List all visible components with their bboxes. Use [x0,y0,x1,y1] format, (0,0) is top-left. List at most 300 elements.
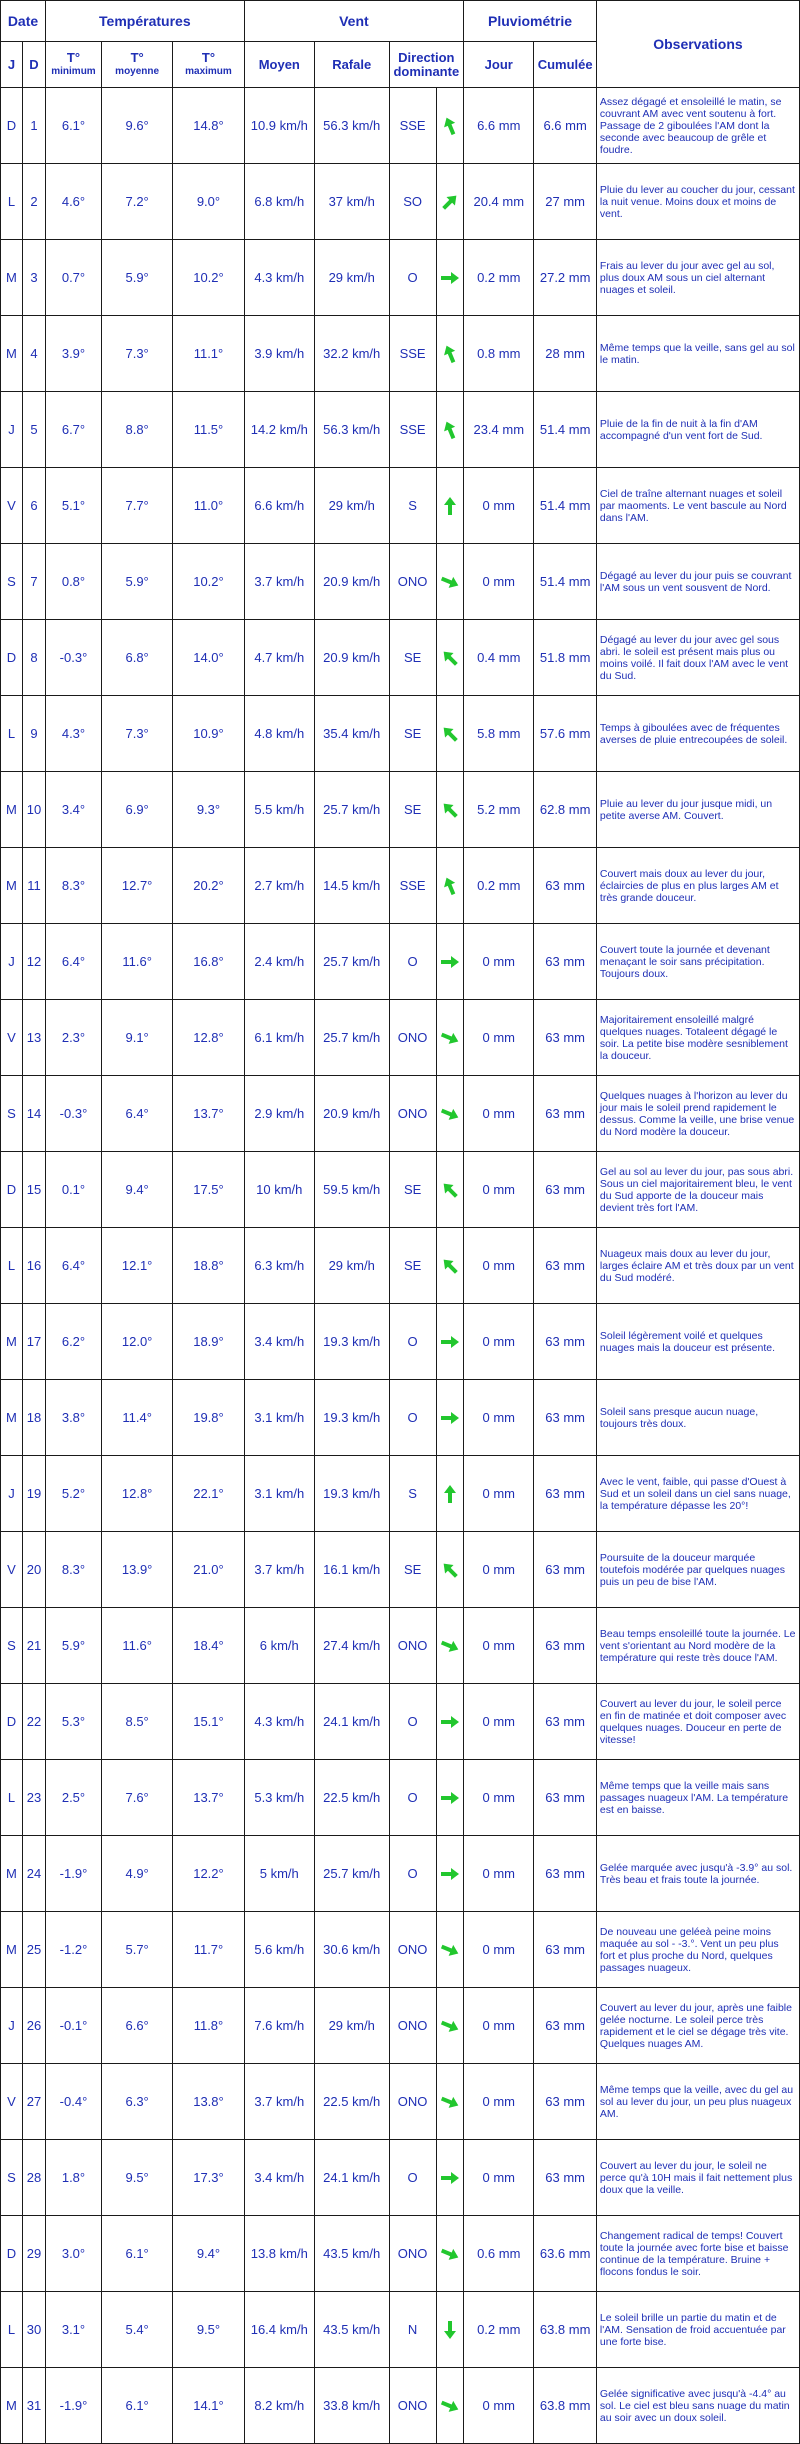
wind-direction: ONO [389,1912,436,1988]
observation: Soleil légèrement voilé et quelques nuages mais la douceur est présente. [596,1304,799,1380]
wind-arrow-cell [436,1152,463,1228]
wind-avg: 3.4 km/h [244,1304,314,1380]
wind-gust: 32.2 km/h [314,316,389,392]
temp-max: 9.5° [173,2292,244,2368]
day-number: 27 [22,2064,45,2140]
rain-day: 0 mm [464,544,534,620]
table-row [1,544,800,620]
day-letter: V [1,1000,23,1076]
wind-arrow-cell [436,1988,463,2064]
rain-cumul: 63 mm [534,1456,597,1532]
day-number: 22 [22,1684,45,1760]
wind-direction: O [389,1760,436,1836]
table-row [1,1228,800,1304]
wind-gust: 24.1 km/h [314,2140,389,2216]
temp-max: 19.8° [173,1380,244,1456]
wind-avg: 2.9 km/h [244,1076,314,1152]
rain-day: 0.4 mm [464,620,534,696]
wind-direction: SSE [389,848,436,924]
temp-max: 11.0° [173,468,244,544]
table-row [1,1304,800,1380]
temp-max: 21.0° [173,1532,244,1608]
wind-gust: 22.5 km/h [314,1760,389,1836]
day-letter: M [1,1912,23,1988]
tmoy-header [101,42,172,88]
temp-max: 10.2° [173,240,244,316]
observation: Majoritairement ensoleillé malgré quelques nuages. Totaleent dégagé le soir. La petite bise modère sesniblement la douceur. [596,1000,799,1076]
wind-arrow-cell [436,924,463,1000]
table-row [1,392,800,468]
wind-arrow-icon [439,1711,461,1733]
temp-min: -0.1° [46,1988,102,2064]
wind-gust: 33.8 km/h [314,2368,389,2444]
temp-min: 6.2° [46,1304,102,1380]
temp-max: 17.3° [173,2140,244,2216]
wind-avg: 2.4 km/h [244,924,314,1000]
wind-gust: 20.9 km/h [314,1076,389,1152]
wind-direction: O [389,2140,436,2216]
wind-avg: 5.6 km/h [244,1912,314,1988]
day-letter: M [1,1380,23,1456]
day-number: 29 [22,2216,45,2292]
observation: Même temps que la veille, avec du gel au sol au lever du jour, un peu plus nuageux AM. [596,2064,799,2140]
table-row [1,620,800,696]
rain-cumul: 63.6 mm [534,2216,597,2292]
day-number: 15 [22,1152,45,1228]
observation: Couvert mais doux au lever du jour, éclaircies de plus en plus larges AM et très grande douceur. [596,848,799,924]
wind-gust: 29 km/h [314,1988,389,2064]
wind-avg: 6.6 km/h [244,468,314,544]
day-letter: S [1,1076,23,1152]
observation: Dégagé au lever du jour avec gel sous abri. le soleil est présent mais plus ou moins voilé. Il fait doux l'AM avec le vent du Sud. [596,620,799,696]
wind-arrow-icon [439,2015,461,2037]
rain-cumul: 63 mm [534,1000,597,1076]
wind-avg: 13.8 km/h [244,2216,314,2292]
jour-header: Jour [464,42,534,88]
day-letter: J [1,1456,23,1532]
day-letter: D [1,1152,23,1228]
temp-avg: 9.1° [101,1000,172,1076]
wind-arrow-cell [436,1608,463,1684]
day-letter: M [1,1836,23,1912]
rain-cumul: 62.8 mm [534,772,597,848]
table-row [1,696,800,772]
wind-gust: 56.3 km/h [314,392,389,468]
rain-day: 5.8 mm [464,696,534,772]
tmoy-sublabel: moyenne [115,65,160,77]
day-number: 7 [22,544,45,620]
table-row [1,1684,800,1760]
rain-cumul: 63 mm [534,924,597,1000]
tmoy-label: T° [130,49,144,65]
tmax-sublabel: maximum [185,65,232,77]
wind-direction: ONO [389,1076,436,1152]
temp-max: 12.8° [173,1000,244,1076]
wind-direction: ONO [389,1608,436,1684]
observation: Dégagé au lever du jour puis se couvrant l'AM sous un vent sousvent de Nord. [596,544,799,620]
temp-max: 13.7° [173,1076,244,1152]
wind-arrow-cell [436,1456,463,1532]
rain-cumul: 6.6 mm [534,88,597,164]
rain-cumul: 63 mm [534,1912,597,1988]
day-number: 14 [22,1076,45,1152]
wind-arrow-icon [439,1027,461,1049]
wind-gust: 37 km/h [314,164,389,240]
temp-min: -1.9° [46,1836,102,1912]
temp-avg: 6.4° [101,1076,172,1152]
rain-day: 0 mm [464,1076,534,1152]
rain-day: 23.4 mm [464,392,534,468]
temp-avg: 12.8° [101,1456,172,1532]
tmin-label: T° [66,49,81,65]
wind-arrow-cell [436,164,463,240]
observation: De nouveau une geléeà peine moins maquée au sol - -3.°. Vent un peu plus fort et plus proche du Nord, quelques passages nuageux. [596,1912,799,1988]
wind-avg: 4.7 km/h [244,620,314,696]
temp-avg: 7.3° [101,696,172,772]
day-letter: D [1,620,23,696]
temp-avg: 6.8° [101,620,172,696]
wind-gust: 20.9 km/h [314,620,389,696]
observation: Pluie du lever au coucher du jour, cessant la nuit venue. Moins doux et moins de vent. [596,164,799,240]
day-number: 28 [22,2140,45,2216]
table-header [1,1,800,88]
wind-direction: SSE [389,316,436,392]
day-number: 23 [22,1760,45,1836]
temp-min: 3.0° [46,2216,102,2292]
temp-max: 13.7° [173,1760,244,1836]
wind-direction: ONO [389,1000,436,1076]
wind-avg: 6.8 km/h [244,164,314,240]
observation: Même temps que la veille mais sans passages nuageux l'AM. La température est en baisse. [596,1760,799,1836]
wind-arrow-cell [436,544,463,620]
wind-arrow-cell [436,88,463,164]
rain-day: 0.6 mm [464,2216,534,2292]
wind-avg: 14.2 km/h [244,392,314,468]
temp-min: 2.3° [46,1000,102,1076]
rain-cumul: 27 mm [534,164,597,240]
wind-gust: 43.5 km/h [314,2292,389,2368]
temp-avg: 5.4° [101,2292,172,2368]
wind-avg: 3.7 km/h [244,2064,314,2140]
wind-avg: 10 km/h [244,1152,314,1228]
pluviometrie-header: Pluviométrie [464,1,597,42]
wind-avg: 16.4 km/h [244,2292,314,2368]
temp-min: 6.4° [46,924,102,1000]
day-number: 11 [22,848,45,924]
table-row [1,1000,800,1076]
wind-direction: O [389,1380,436,1456]
temp-avg: 4.9° [101,1836,172,1912]
rain-cumul: 63 mm [534,1684,597,1760]
rain-cumul: 28 mm [534,316,597,392]
wind-avg: 3.1 km/h [244,1380,314,1456]
wind-arrow-cell [436,2368,463,2444]
table-row [1,1380,800,1456]
temp-avg: 7.6° [101,1760,172,1836]
temp-avg: 9.4° [101,1152,172,1228]
rain-day: 0 mm [464,1760,534,1836]
temp-max: 14.8° [173,88,244,164]
temp-min: -1.2° [46,1912,102,1988]
wind-arrow-icon [439,1863,461,1885]
wind-direction: SE [389,1152,436,1228]
day-number: 5 [22,392,45,468]
temp-max: 16.8° [173,924,244,1000]
rain-day: 0 mm [464,2368,534,2444]
wind-avg: 4.3 km/h [244,240,314,316]
rain-cumul: 63 mm [534,1076,597,1152]
temp-avg: 12.1° [101,1228,172,1304]
temp-min: 6.4° [46,1228,102,1304]
temp-avg: 11.6° [101,1608,172,1684]
day-letter: V [1,1532,23,1608]
table-row [1,1988,800,2064]
wind-avg: 6 km/h [244,1608,314,1684]
temp-avg: 12.7° [101,848,172,924]
wind-direction: SE [389,620,436,696]
wind-arrow-icon [439,2091,461,2113]
temp-avg: 7.3° [101,316,172,392]
wind-arrow-cell [436,1228,463,1304]
observation: Soleil sans presque aucun nuage, toujours très doux. [596,1380,799,1456]
wind-avg: 3.4 km/h [244,2140,314,2216]
table-row [1,1456,800,1532]
temp-min: 3.8° [46,1380,102,1456]
temp-max: 17.5° [173,1152,244,1228]
rain-day: 0 mm [464,468,534,544]
wind-arrow-icon [439,647,461,669]
table-body [1,88,800,2444]
rain-cumul: 63 mm [534,1988,597,2064]
wind-avg: 6.3 km/h [244,1228,314,1304]
rain-day: 0 mm [464,1912,534,1988]
temp-max: 13.8° [173,2064,244,2140]
temp-max: 18.9° [173,1304,244,1380]
wind-direction: O [389,1836,436,1912]
temp-avg: 8.8° [101,392,172,468]
day-letter: V [1,468,23,544]
wind-avg: 4.8 km/h [244,696,314,772]
rain-cumul: 63 mm [534,1380,597,1456]
day-letter: L [1,164,23,240]
observation: Couvert au lever du jour, le soleil perce en fin de matinée et doit composer avec quelques nuages. Douceur en perte de vitesse! [596,1684,799,1760]
observation: Nuageux mais doux au lever du jour, larges éclaire AM et très doux par un vent du Sud modéré. [596,1228,799,1304]
day-letter: M [1,240,23,316]
day-number: 18 [22,1380,45,1456]
rain-day: 0.2 mm [464,240,534,316]
wind-arrow-icon [439,1103,461,1125]
rain-cumul: 63 mm [534,1228,597,1304]
rain-cumul: 63 mm [534,1760,597,1836]
day-number: 9 [22,696,45,772]
wind-arrow-icon [439,1939,461,1961]
wind-arrow-icon [439,419,461,441]
table-row [1,2140,800,2216]
observation: Le soleil brille un partie du matin et de l'AM. Sensation de froid accuentuée par une forte bise. [596,2292,799,2368]
day-letter: S [1,2140,23,2216]
rain-day: 0 mm [464,1456,534,1532]
wind-arrow-icon [439,2395,461,2417]
rain-day: 0 mm [464,2064,534,2140]
wind-avg: 3.9 km/h [244,316,314,392]
temp-min: 4.3° [46,696,102,772]
rain-day: 0 mm [464,1380,534,1456]
temp-max: 10.9° [173,696,244,772]
rain-day: 5.2 mm [464,772,534,848]
temp-avg: 6.6° [101,1988,172,2064]
wind-arrow-icon [439,1559,461,1581]
wind-gust: 20.9 km/h [314,544,389,620]
wind-arrow-cell [436,240,463,316]
wind-direction: SE [389,772,436,848]
temp-min: 1.8° [46,2140,102,2216]
temp-avg: 11.4° [101,1380,172,1456]
wind-arrow-cell [436,2140,463,2216]
day-number: 12 [22,924,45,1000]
table-row [1,2292,800,2368]
wind-arrow-cell [436,392,463,468]
day-number: 31 [22,2368,45,2444]
rain-day: 0.2 mm [464,2292,534,2368]
tmin-sublabel: minimum [51,65,96,77]
wind-arrow-cell [436,1760,463,1836]
wind-direction: SSE [389,88,436,164]
wind-arrow-cell [436,1304,463,1380]
temp-avg: 8.5° [101,1684,172,1760]
rain-cumul: 27.2 mm [534,240,597,316]
observation: Ciel de traîne alternant nuages et soleil par maoments. Le vent bascule au Nord dans l'AM. [596,468,799,544]
temp-min: 6.7° [46,392,102,468]
temp-max: 18.4° [173,1608,244,1684]
wind-arrow-icon [439,2319,461,2341]
observation: Poursuite de la douceur marquée toutefois modérée par quelques nuages puis un peu de bise l'AM. [596,1532,799,1608]
temp-min: 4.6° [46,164,102,240]
rain-day: 0 mm [464,1228,534,1304]
rain-cumul: 63 mm [534,848,597,924]
wind-direction: S [389,468,436,544]
wind-gust: 29 km/h [314,1228,389,1304]
table-row [1,772,800,848]
temp-avg: 11.6° [101,924,172,1000]
wind-arrow-icon [439,267,461,289]
observation: Changement radical de temps! Couvert toute la journée avec forte bise et baisse continue de la température. Bruine + flocons fondus le soir. [596,2216,799,2292]
rain-day: 0.8 mm [464,316,534,392]
wind-gust: 43.5 km/h [314,2216,389,2292]
rain-day: 0 mm [464,924,534,1000]
day-number: 3 [22,240,45,316]
observation: Même temps que la veille, sans gel au sol le matin. [596,316,799,392]
table-row [1,848,800,924]
wind-arrow-cell [436,1000,463,1076]
rain-cumul: 63 mm [534,1152,597,1228]
wind-arrow-icon [439,1483,461,1505]
table-row [1,1760,800,1836]
wind-gust: 30.6 km/h [314,1912,389,1988]
table-row [1,1532,800,1608]
wind-avg: 10.9 km/h [244,88,314,164]
day-number: 1 [22,88,45,164]
wind-arrow-icon [439,1407,461,1429]
temp-max: 11.1° [173,316,244,392]
temp-min: 5.3° [46,1684,102,1760]
wind-gust: 19.3 km/h [314,1304,389,1380]
wind-gust: 14.5 km/h [314,848,389,924]
wind-arrow-cell [436,468,463,544]
day-letter: L [1,696,23,772]
wind-gust: 29 km/h [314,468,389,544]
wind-direction: ONO [389,2216,436,2292]
wind-direction: SE [389,1228,436,1304]
temp-max: 10.2° [173,544,244,620]
wind-arrow-cell [436,2292,463,2368]
rain-day: 0 mm [464,1532,534,1608]
wind-arrow-cell [436,1684,463,1760]
rain-day: 20.4 mm [464,164,534,240]
direction-header: Direction dominante [389,42,464,88]
temp-min: 5.9° [46,1608,102,1684]
table-row [1,88,800,164]
wind-avg: 3.7 km/h [244,544,314,620]
temp-avg: 6.9° [101,772,172,848]
temp-max: 22.1° [173,1456,244,1532]
wind-direction: SE [389,1532,436,1608]
table-row [1,1836,800,1912]
wind-arrow-icon [439,1331,461,1353]
day-number: 30 [22,2292,45,2368]
wind-arrow-icon [439,2167,461,2189]
temp-max: 20.2° [173,848,244,924]
temp-min: -1.9° [46,2368,102,2444]
wind-direction: O [389,240,436,316]
day-letter: M [1,2368,23,2444]
temp-max: 18.8° [173,1228,244,1304]
temp-min: -0.3° [46,1076,102,1152]
temp-avg: 7.2° [101,164,172,240]
rain-cumul: 63 mm [534,1304,597,1380]
wind-direction: SE [389,696,436,772]
wind-gust: 19.3 km/h [314,1380,389,1456]
wind-arrow-cell [436,1836,463,1912]
wind-arrow-icon [439,723,461,745]
observation: Avec le vent, faible, qui passe d'Ouest à Sud et un soleil dans un ciel sans nuage, la température dépasse les 20°! [596,1456,799,1532]
temp-avg: 9.6° [101,88,172,164]
day-letter: M [1,1304,23,1380]
observation: Gelée marquée avec jusqu'à -3.9° au sol. Très beau et frais toute la journée. [596,1836,799,1912]
wind-gust: 16.1 km/h [314,1532,389,1608]
observation: Pluie au lever du jour jusque midi, un petite averse AM. Couvert. [596,772,799,848]
wind-avg: 5 km/h [244,1836,314,1912]
table-row [1,1608,800,1684]
temp-max: 9.3° [173,772,244,848]
rain-cumul: 63 mm [534,2064,597,2140]
day-number: 2 [22,164,45,240]
temp-avg: 6.1° [101,2216,172,2292]
wind-gust: 56.3 km/h [314,88,389,164]
wind-arrow-icon [439,875,461,897]
rain-day: 0 mm [464,1608,534,1684]
temp-max: 11.7° [173,1912,244,1988]
observation: Couvert au lever du jour, le soleil ne perce qu'à 10H mais il fait nettement plus doux que la veille. [596,2140,799,2216]
table-row [1,1076,800,1152]
day-letter: L [1,2292,23,2368]
rain-day: 0 mm [464,1000,534,1076]
wind-direction: SO [389,164,436,240]
observation: Couvert au lever du jour, après une faible gelée nocturne. Le soleil perce très rapidement et le ciel se dégage très vite. Quelques nuages AM. [596,1988,799,2064]
temp-min: 3.9° [46,316,102,392]
table-row [1,468,800,544]
temp-max: 14.1° [173,2368,244,2444]
day-letter: L [1,1228,23,1304]
